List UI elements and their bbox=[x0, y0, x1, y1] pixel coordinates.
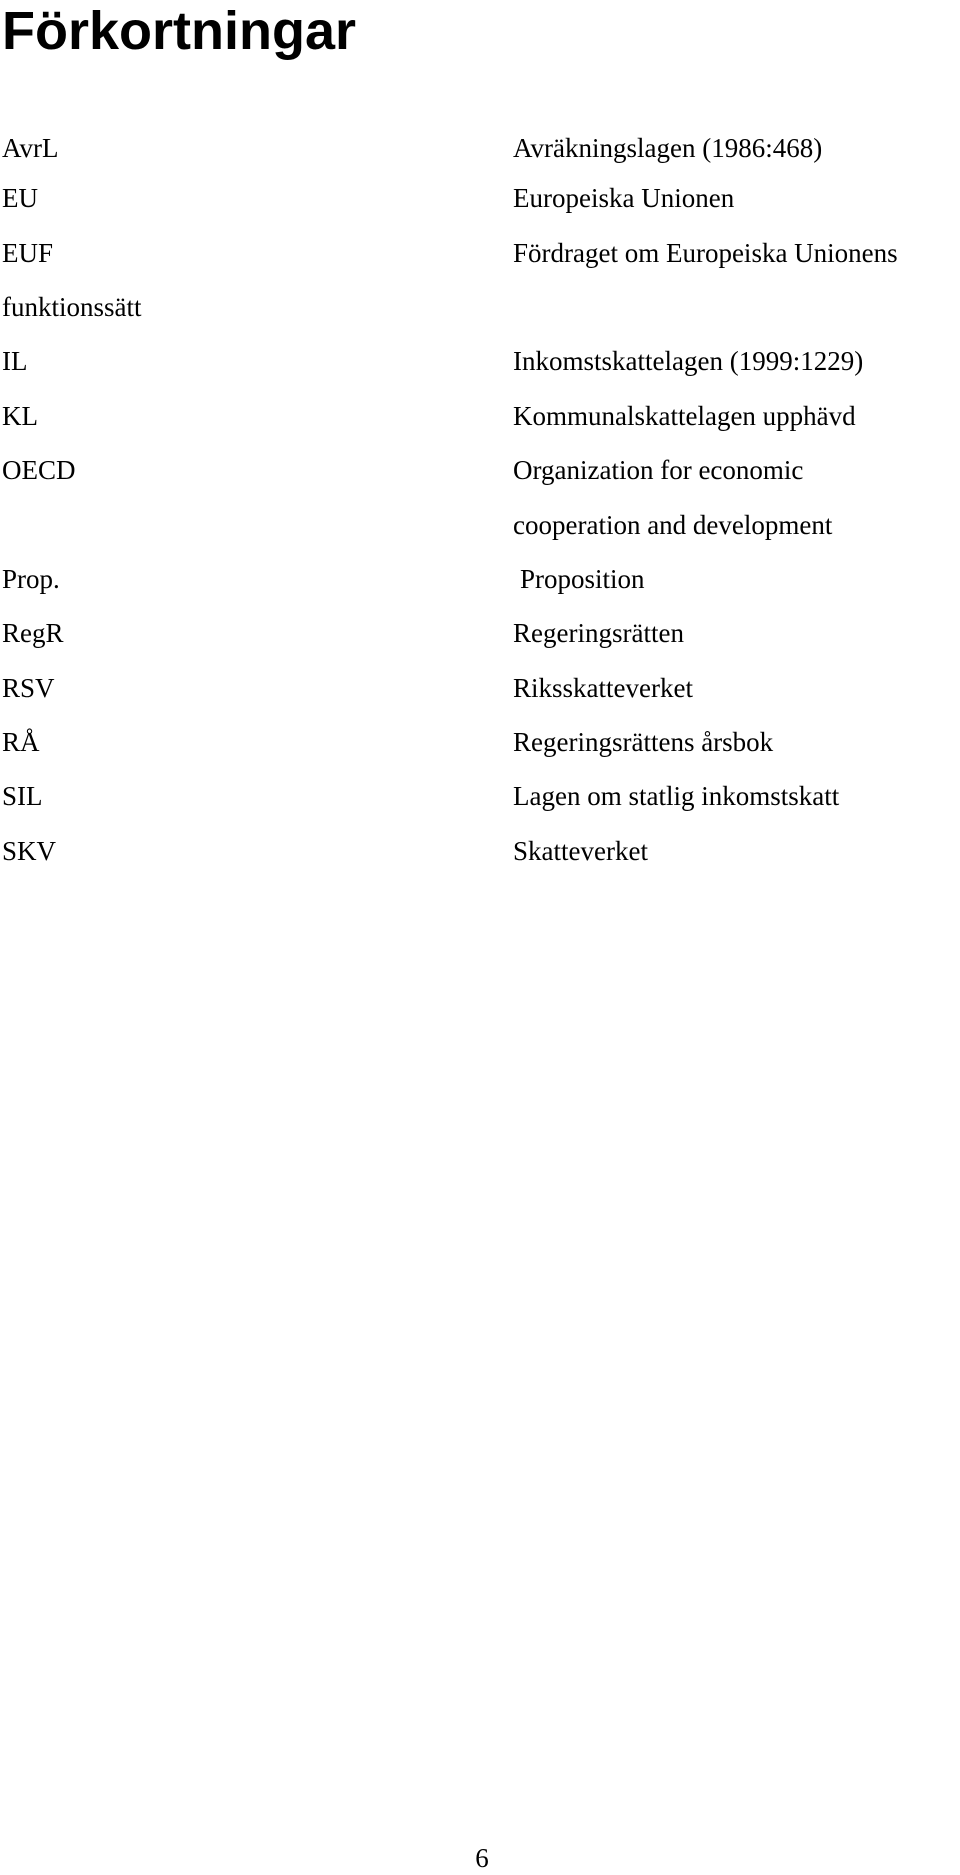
page-number: 6 bbox=[475, 1843, 489, 1873]
abbreviation-term: KL bbox=[2, 401, 38, 431]
abbreviation-definition: Organization for economic bbox=[513, 455, 804, 485]
abbreviation-term: SIL bbox=[2, 781, 43, 811]
abbreviation-definition: Lagen om statlig inkomstskatt bbox=[513, 781, 840, 811]
abbreviation-term: AvrL bbox=[2, 133, 59, 163]
abbreviation-definition: Regeringsrättens årsbok bbox=[513, 727, 774, 757]
abbreviation-definition: Inkomstskattelagen (1999:1229) bbox=[513, 346, 864, 376]
abbreviation-definition-continuation: cooperation and development bbox=[513, 510, 833, 540]
abbreviation-term: Prop. bbox=[2, 564, 60, 594]
abbreviation-definition: Kommunalskattelagen upphävd bbox=[513, 401, 856, 431]
abbreviation-definition: Regeringsrätten bbox=[513, 618, 684, 648]
abbreviation-definition: Europeiska Unionen bbox=[513, 183, 735, 213]
abbreviation-term: RegR bbox=[2, 618, 64, 648]
abbreviation-term: OECD bbox=[2, 455, 76, 485]
abbreviation-term: RÅ bbox=[2, 727, 40, 757]
abbreviation-definition: Skatteverket bbox=[513, 836, 648, 866]
abbreviation-definition: Avräkningslagen (1986:468) bbox=[513, 133, 823, 163]
abbreviation-definition: Fördraget om Europeiska Unionens bbox=[513, 238, 898, 268]
abbreviation-term: SKV bbox=[2, 836, 57, 866]
page-title: Förkortningar bbox=[2, 1, 357, 61]
abbreviation-term: IL bbox=[2, 346, 28, 376]
abbreviation-definition-continuation: funktionssätt bbox=[2, 292, 142, 322]
abbreviation-definition: Riksskatteverket bbox=[513, 673, 693, 703]
abbreviation-term: EUF bbox=[2, 238, 54, 268]
abbreviation-definition: Proposition bbox=[520, 564, 645, 594]
abbreviation-term: RSV bbox=[2, 673, 55, 703]
abbreviation-term: EU bbox=[2, 183, 38, 213]
